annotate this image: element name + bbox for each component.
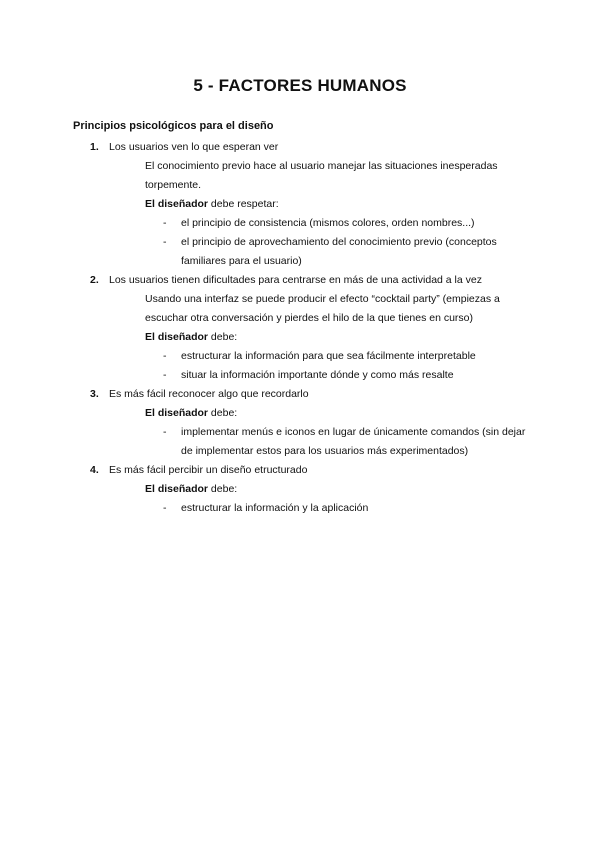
designer-rest: debe: (208, 407, 238, 419)
designer-label: El diseñador (145, 483, 209, 495)
section-title: Principios psicológicos para el diseño (73, 120, 274, 132)
principles-list (0, 138, 600, 518)
bullet-text: situar la información importante dónde y como más resalte (181, 369, 454, 381)
item-note: Usando una interfaz se puede producir el efecto “cocktail party” (empiezas a escuchar otra conversación y pierdes el hilo de la que tienes en curso) (145, 293, 500, 324)
designer-line (0, 328, 530, 347)
bullet-item (0, 366, 530, 385)
item-number: 1. (90, 141, 99, 153)
bullet-mark: - (163, 369, 167, 381)
designer-rest: debe: (208, 483, 238, 495)
designer-label: El diseñador (145, 331, 209, 343)
list-item (0, 138, 530, 157)
designer-line (0, 195, 530, 214)
list-item (0, 385, 530, 404)
item-number: 2. (90, 274, 99, 286)
bullet-mark: - (163, 502, 167, 514)
designer-line (0, 480, 530, 499)
bullet-item (0, 423, 530, 461)
designer-line (0, 404, 530, 423)
bullet-mark: - (163, 426, 167, 438)
bullet-text: implementar menús e iconos en lugar de únicamente comandos (sin dejar de implementar estos para los usuarios más experimentados) (181, 426, 526, 457)
designer-rest: debe respetar: (208, 198, 279, 210)
bullet-text: estructurar la información y la aplicación (181, 502, 369, 514)
bullet-item (0, 347, 530, 366)
bullet-item (0, 499, 530, 518)
designer-rest: debe: (208, 331, 238, 343)
designer-label: El diseñador (145, 407, 209, 419)
bullet-text: el principio de aprovechamiento del conocimiento previo (conceptos familiares para el usuario) (181, 236, 497, 267)
item-text: Es más fácil reconocer algo que recordarlo (109, 388, 309, 400)
page-title: 5 - FACTORES HUMANOS (193, 76, 407, 95)
item-note: El conocimiento previo hace al usuario manejar las situaciones inesperadas torpemente. (145, 160, 498, 191)
bullet-text: estructurar la información para que sea fácilmente interpretable (181, 350, 476, 362)
bullet-mark: - (163, 217, 167, 229)
bullet-text: el principio de consistencia (mismos colores, orden nombres...) (181, 217, 475, 229)
item-number: 4. (90, 464, 99, 476)
item-text: Los usuarios ven lo que esperan ver (109, 141, 279, 153)
designer-label: El diseñador (145, 198, 209, 210)
item-number: 3. (90, 388, 99, 400)
bullet-item (0, 214, 530, 233)
item-text: Es más fácil percibir un diseño etructurado (109, 464, 308, 476)
list-item (0, 271, 530, 290)
list-item (0, 461, 530, 480)
bullet-item (0, 233, 530, 271)
item-text: Los usuarios tienen dificultades para centrarse en más de una actividad a la vez (109, 274, 482, 286)
bullet-mark: - (163, 350, 167, 362)
bullet-mark: - (163, 236, 167, 248)
